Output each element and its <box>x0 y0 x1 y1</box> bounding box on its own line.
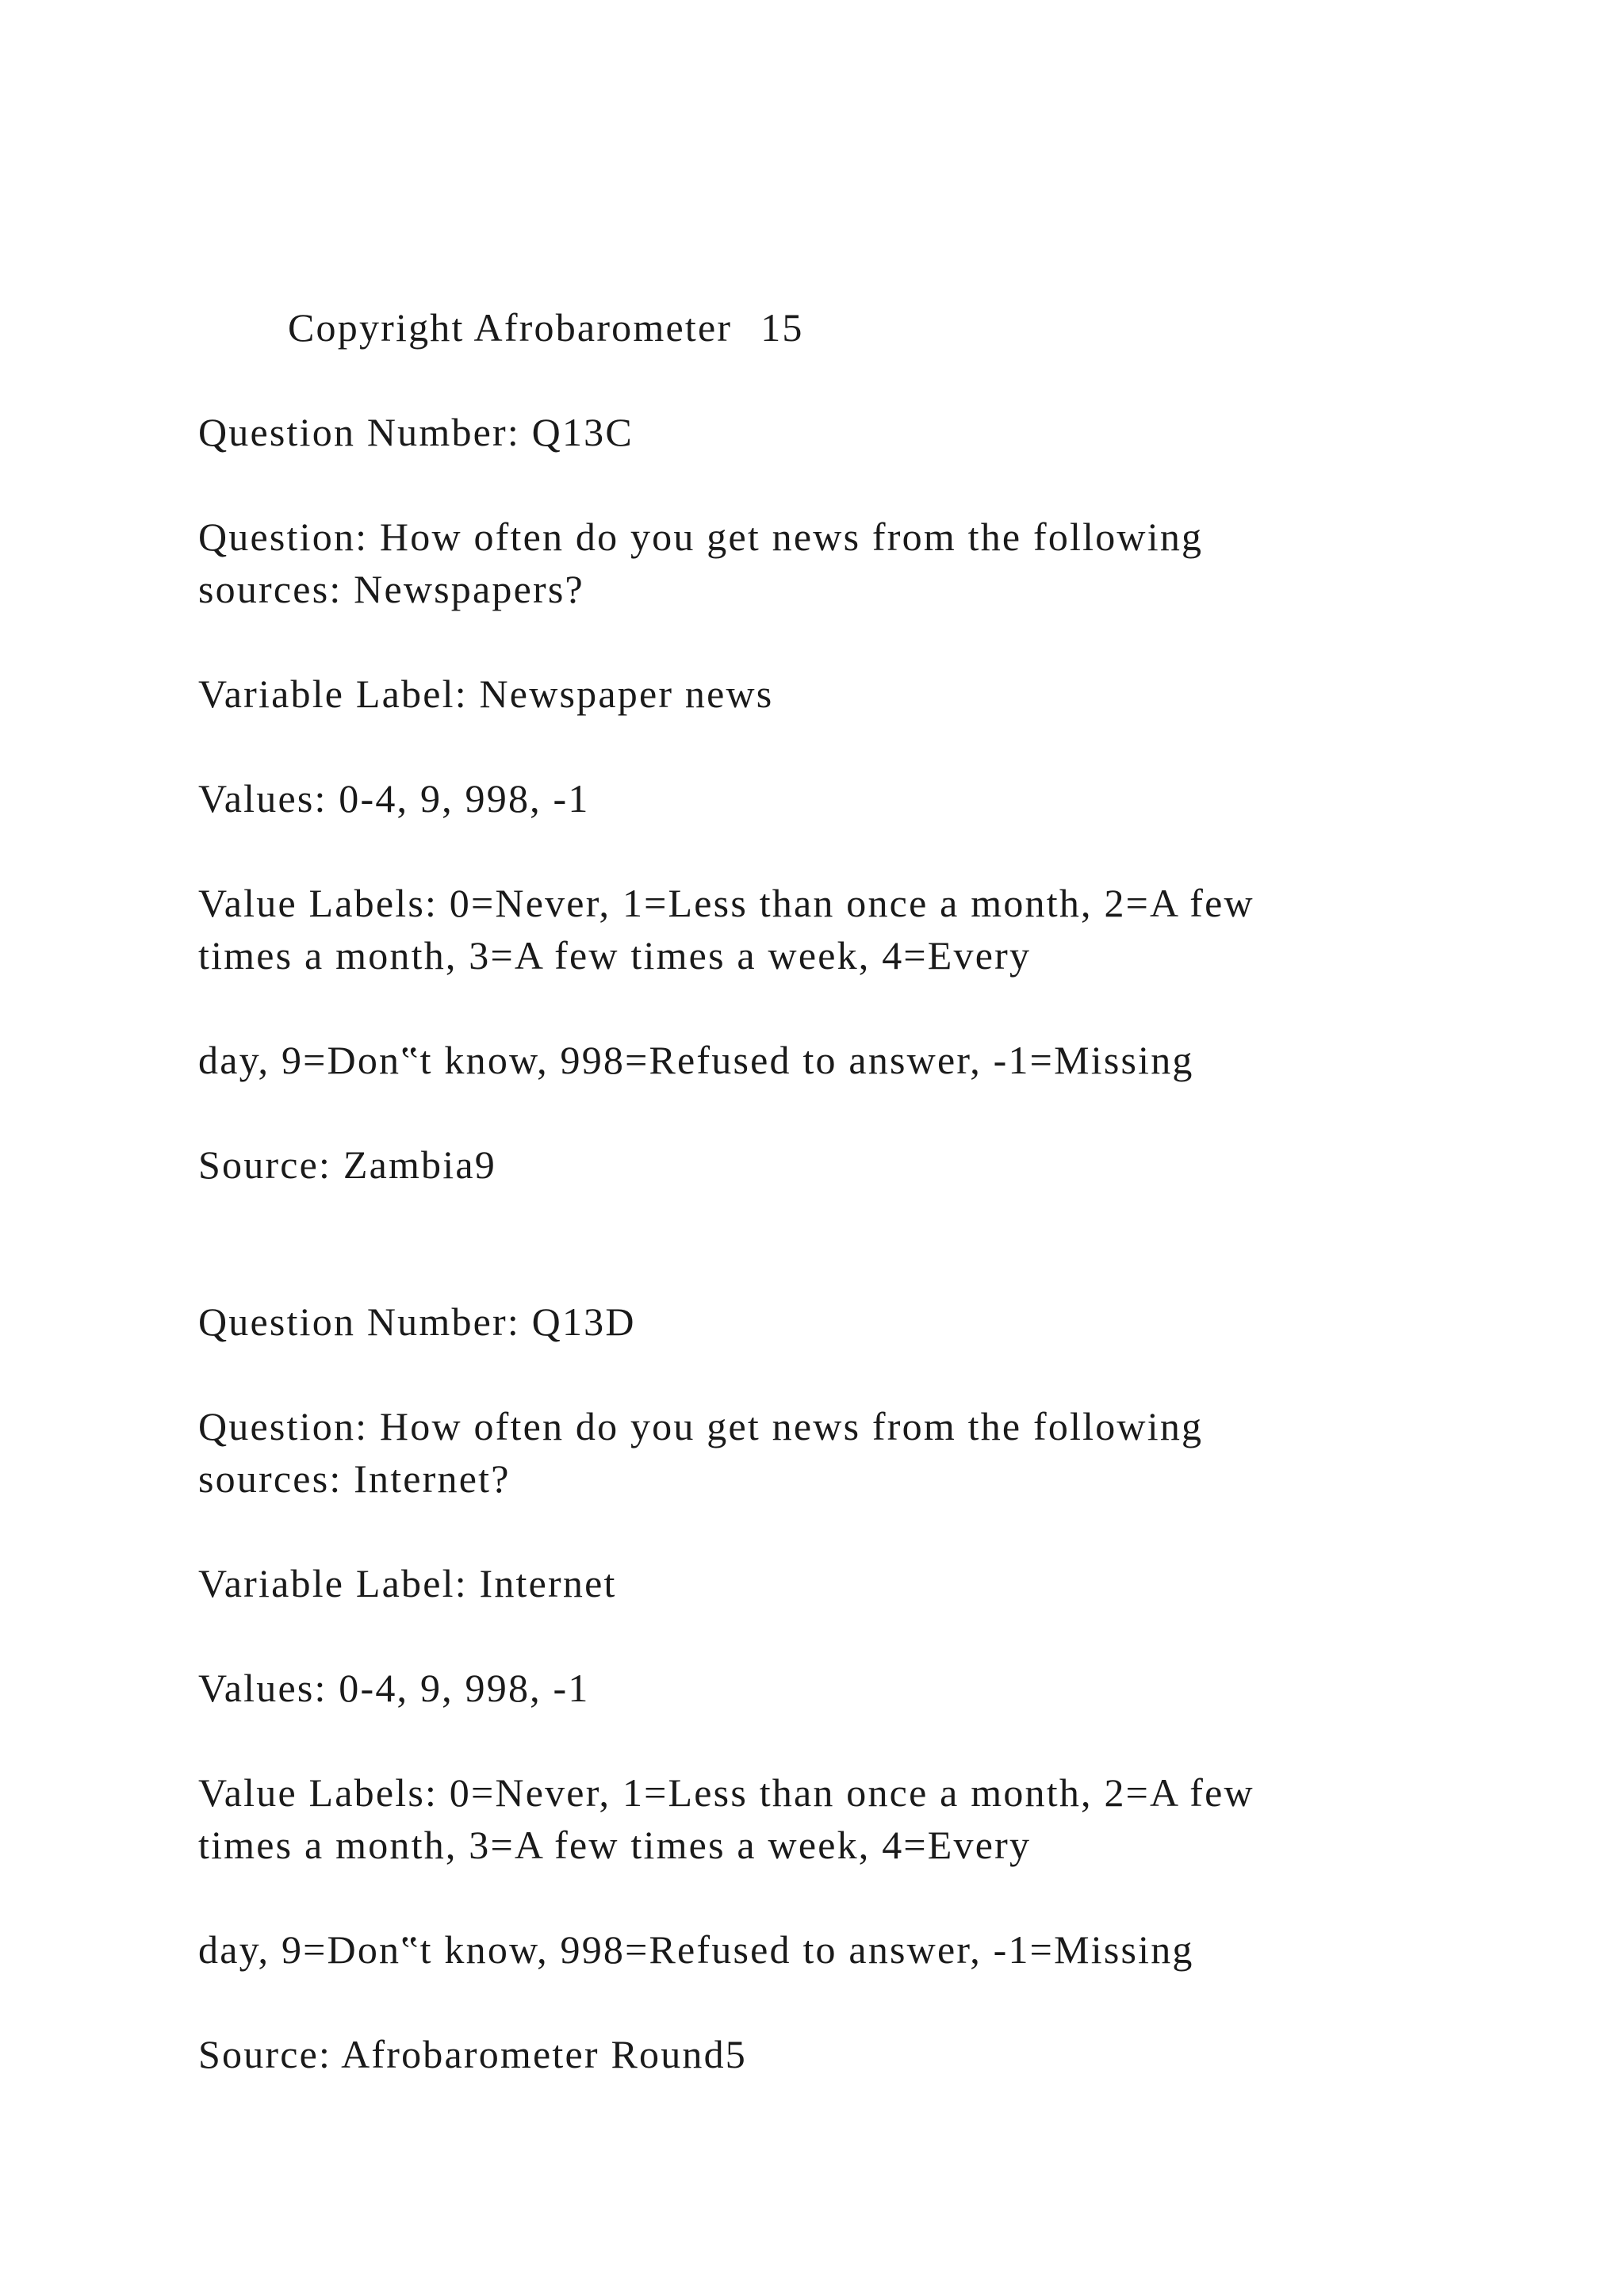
values-line: Values: 0-4, 9, 998, -1 <box>198 776 590 821</box>
question-text-line: Question: How often do you get news from the following <box>198 1404 1204 1448</box>
values-line: Values: 0-4, 9, 998, -1 <box>198 1666 590 1710</box>
question-text-line: Question: How often do you get news from the following <box>198 515 1204 559</box>
copyright-text: Copyright Afrobarometer <box>288 305 733 350</box>
variable-label: Variable Label: Newspaper news <box>198 672 774 716</box>
question-text-line: sources: Internet? <box>198 1456 511 1501</box>
value-labels-line: Value Labels: 0=Never, 1=Less than once a month, 2=A few <box>198 1770 1254 1815</box>
value-labels-line: day, 9=Don‟t know, 998=Refused to answer, -1=Missing <box>198 1038 1194 1082</box>
variable-label: Variable Label: Internet <box>198 1561 617 1605</box>
page-header <box>288 301 804 354</box>
question-number-q13c: Question Number: Q13C <box>198 410 634 454</box>
value-labels-line: day, 9=Don‟t know, 998=Refused to answer, -1=Missing <box>198 1927 1194 1972</box>
value-labels-line: Value Labels: 0=Never, 1=Less than once a month, 2=A few <box>198 881 1254 925</box>
source-line: Source: Afrobarometer Round5 <box>198 2032 747 2076</box>
question-number-q13d: Question Number: Q13D <box>198 1299 636 1344</box>
value-labels-line: times a month, 3=A few times a week, 4=Every <box>198 933 1032 978</box>
source-line: Source: Zambia9 <box>198 1142 496 1187</box>
page-number: 15 <box>760 305 804 350</box>
value-labels-line: times a month, 3=A few times a week, 4=Every <box>198 1823 1032 1867</box>
question-text-line: sources: Newspapers? <box>198 567 584 611</box>
